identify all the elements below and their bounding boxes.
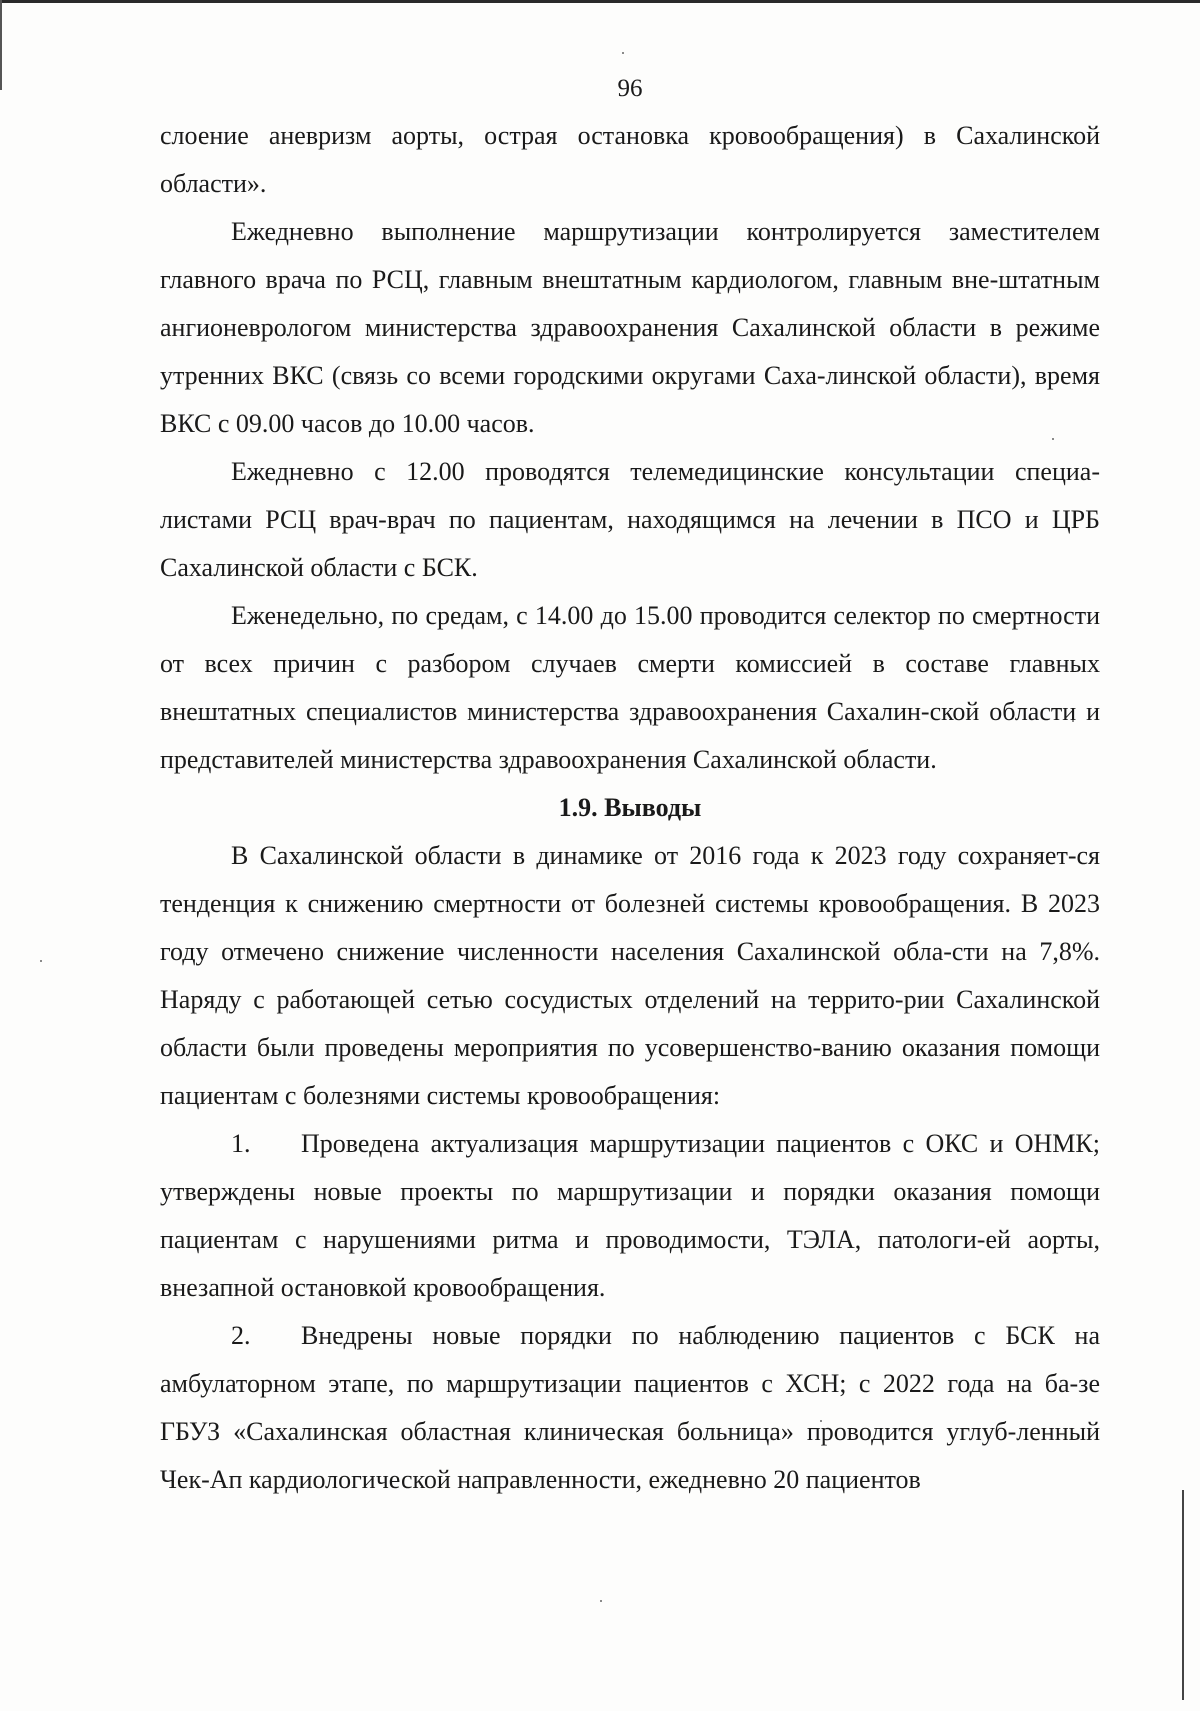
right-edge-line bbox=[1182, 1490, 1184, 1700]
paragraph-continuation: слоение аневризм аорты, острая остановка кровообращения) в Сахалинской области». bbox=[160, 121, 1100, 198]
section-heading: 1.9. Выводы bbox=[558, 793, 702, 822]
paragraph-routing-control: Ежедневно выполнение маршрутизации контролируется заместителем главного врача по РСЦ, главным внештатным кардиологом, главным вне-штатным ангионеврологом министерства здравоохранения Сахалинской области в режиме утренних ВКС (связь со всеми городскими округами Саха-линской области), время ВКС с 09.00 часов до 10.00 часов. bbox=[160, 217, 1100, 438]
paragraph-conclusions-intro: В Сахалинской области в динамике от 2016 года к 2023 году сохраняет-ся тенденция к снижению смертности от болезней системы кровообращения. В 2023 году отмечено снижение численности населения Сахалинской обла-сти на 7,8%. Наряду с работающей сетью сосудистых отделений на террито-рии Сахалинской области были проведены мероприятия по усовершенство-ванию оказания помощи пациентам с болезнями системы кровообращения: bbox=[160, 841, 1100, 1110]
list-item-number: 2. bbox=[231, 1321, 251, 1350]
top-border-line bbox=[0, 0, 1200, 3]
list-item-number: 1. bbox=[231, 1129, 251, 1158]
list-item-text: Внедрены новые порядки по наблюдению пациентов с БСК на амбулаторном этапе, по маршрутизации пациентов с ХСН; с 2022 года на ба-зе ГБУЗ «Сахалинская областная клиническая больница» проводится углуб-ленный Чек-Ап кардиологической направленности, ежедневно 20 пациентов bbox=[160, 1321, 1100, 1494]
list-item bbox=[160, 1312, 1100, 1504]
paragraph-weekly-selector: Еженедельно, по средам, с 14.00 до 15.00 проводится селектор по смертности от всех причин с разбором случаев смерти комиссией в составе главных внештатных специалистов министерства здравоохранения Сахалин-ской области и представителей министерства здравоохранения Сахалинской области. bbox=[160, 601, 1100, 774]
list-item bbox=[160, 1120, 1100, 1312]
list-item-text: Проведена актуализация маршрутизации пациентов с ОКС и ОНМК; утверждены новые проекты по маршрутизации и порядки оказания помощи пациентам с нарушениями ритма и проводимости, ТЭЛА, патологи-ей аорты, внезапной остановкой кровообращения. bbox=[160, 1129, 1100, 1302]
paragraph-telemedicine: Ежедневно с 12.00 проводятся телемедицинские консультации специа-листами РСЦ врач-врач по пациентам, находящимся на лечении в ПСО и ЦРБ Сахалинской области с БСК. bbox=[160, 457, 1100, 582]
page-number: 96 bbox=[617, 75, 643, 102]
document-body bbox=[160, 112, 1100, 1504]
